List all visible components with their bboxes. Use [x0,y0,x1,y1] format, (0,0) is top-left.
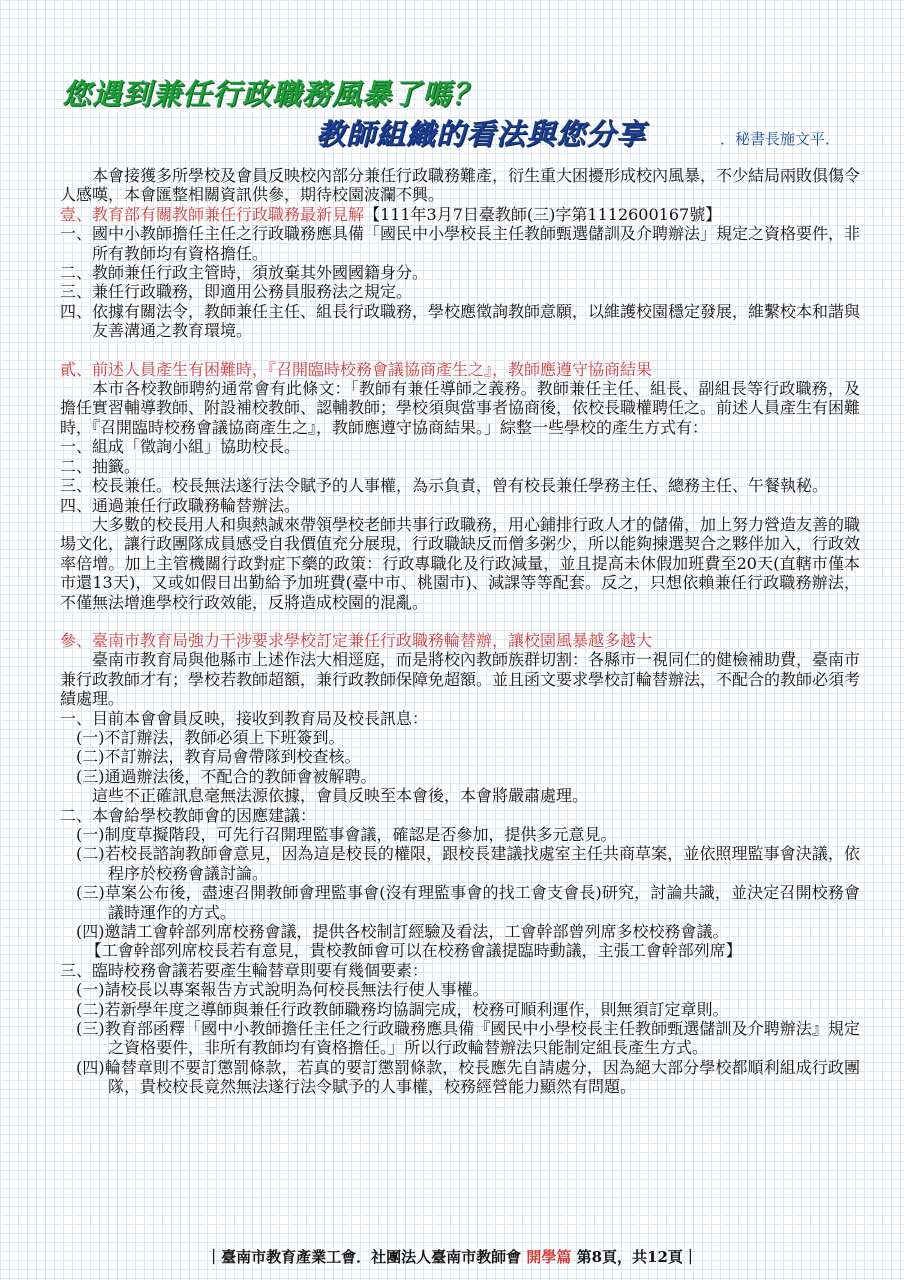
list-item: (一)不訂辦法，教師必須上下班簽到。 [76,727,345,747]
author-byline: ．秘書長施文平． [720,130,841,148]
list-item: (四)輪替章則不要訂懲罰條款，若真的要訂懲罰條款，校長應先自請處分，因為絕大部分學校都順利組成行政團隊，貴校校長竟然無法遂行法令賦予的人事權，校務經營能力顯然有問題。 [76,1057,860,1097]
list-item: (四)邀請工會幹部列席校務會議，提供各校制訂經驗及看法，工會幹部曾列席多校校務會議。 [76,922,729,942]
page-footer [0,1246,904,1267]
intro-paragraph: 本會接獲多所學校及會員反映校內部分兼任行政職務難產，衍生重大困擾形成校內風暴，不少結局兩敗俱傷令人感嘆，本會匯整相關資訊供參，期待校園波瀾不興。 [60,166,861,205]
section-3-title: 參、臺南市教育局強力干涉要求學校訂定兼任行政職務輪替辦，讓校園風暴越多越大 [60,630,653,650]
part-2-title: 二、本會給學校教師會的因應建議： [60,805,317,825]
list-item: 一、國中小教師擔任主任之行政職務應具備「國民中小學校長主任教師甄選儲訓及介聘辦法」規定之資格要件，非所有教師均有資格擔任。 [60,224,861,263]
main-title: 您遇到兼任行政職務風暴了嗎？ [62,77,483,111]
list-item: (一)請校長以專案報告方式說明為何校長無法行使人事權。 [76,980,489,1000]
section-2-title: 貳、前述人員產生有困難時，『召開臨時校務會議協商產生之』，教師應遵守協商結果 [60,359,653,379]
list-item: (二)若校長諮詢教師會意見，因為這是校長的權限，跟校長建議找處室主任共商草案，並依照理監事會決議，依程序於校務會議討論。 [76,844,860,883]
section-1-heading [60,205,860,224]
part-1-title: 一、目前本會會員反映，接收到教育局及校長訊息： [60,708,429,728]
section-spacer [60,341,860,360]
part-2-note: 【工會幹部列席校長若有意見，貴校教師會可以在校務會議提臨時動議，主張工會幹部列席】 [85,941,742,961]
footer-issue: 開學篇 [526,1248,572,1266]
section-3-paragraph: 臺南市教育局與他縣市上述作法大相逕庭，而是將校內教師族群切割：各縣市一視同仁的健檢補助費，臺南市兼行政教師才有；學校若教師超額，兼行政教師保障免超額。並且函文要求學校訂輪替辦法，不配合的教師必須考績處理。 [60,650,861,709]
list-item: 四、依據有關法令，教師兼任主任、組長行政職務，學校應徵詢教師意願，以維護校園穩定發展，維繫校本和諧與友善溝通之教育環境。 [60,301,861,341]
section-1-reference: 【111年3月7日臺教師(三)字第1112600167號】 [364,204,722,224]
section-2-paragraph: 本市各校教師聘約通常會有此條文：「教師有兼任導師之義務。教師兼任主任、組長、副組長等行政職務，及擔任實習輔導教師、附設補校教師、認輔教師；學校須與當事者協商後，依校長職權聘任之。前述人員產生有困難時，『召開臨時校務會議協商產生之』，教師應遵守協商結果。」綜整一些學校的產生方式有： [60,379,861,437]
list-item: 三、兼任行政職務，即適用公務員服務法之規定。 [60,282,413,302]
section-2-paragraph-2: 大多數的校長用人和與熱誠來帶領學校老師共事行政職務，用心鋪排行政人才的儲備，加上努力營造友善的職場文化，讓行政團隊成員感受自我價值充分展現，行政職缺反而僧多粥少，所以能夠揀選契合之夥伴加入，行政效率倍增。加上主管機關行政對症下藥的政策：行政專職化及行政減量，並且提高未休假加班費至20天(直轄市僅本市還13天)，又或如假日出勤給予加班費(臺中市、桃園市)、減課等等配套。反之，只想依賴兼任行政職務辦法，不僅無法增進學校行政效能，反將造成校園的混亂。 [60,514,861,612]
part-1-note: 這些不正確訊息毫無法源依據，會員反映至本會後，本會將嚴肅處理。 [92,786,589,806]
list-item: 三、校長兼任。校長無法遂行法令賦予的人事權，為示負責，曾有校長兼任學務主任、總務主任、午餐執秘。 [60,476,829,496]
list-item: (一)制度草擬階段，可先行召開理監事會議，確認是否參加，提供多元意見。 [76,825,617,844]
part-3-title: 三、臨時校務會議若要產生輪替章則要有幾個要素： [60,960,429,980]
list-item: (二)若新學年度之導師與兼任行政教師職務均協調完成，校務可順利運作，則無須訂定章則。 [76,999,729,1019]
article-body [60,166,860,1097]
list-item: (二)不訂辦法，教育局會帶隊到校查核。 [76,747,361,767]
list-item: (三)教育部函釋「國中小教師擔任主任之行政職務應具備『國民中小學校長主任教師甄選儲訓及介聘辦法』規定之資格要件，非所有教師均有資格擔任。」所以行政輪替辦法只能制定組長產生方式。 [76,1019,860,1058]
list-item: 一、組成「徵詢小組」協助校長。 [60,437,301,457]
list-item: (三)通過辦法後，不配合的教師會被解聘。 [76,766,377,786]
footer-page-number: 第8頁，共12頁｜ [576,1248,698,1266]
list-item: 四、通過兼任行政職務輪替辦法。 [60,495,301,515]
section-1-title: 壹、教育部有關教師兼任行政職務最新見解 [60,204,365,224]
footer-organization: ｜臺南市教育產業工會．社團法人臺南市教師會 [206,1248,522,1266]
section-spacer [60,612,860,631]
list-item: (三)草案公布後，盡速召開教師會理監事會(沒有理監事會的找工會支會長)研究，討論共識，並決定召開校務會議時運作的方式。 [76,883,860,922]
subtitle: 教師組織的看法與您分享 [316,117,647,151]
list-item: 二、教師兼任行政主管時，須放棄其外國國籍身分。 [60,263,429,283]
list-item: 二、抽籤。 [60,456,141,476]
